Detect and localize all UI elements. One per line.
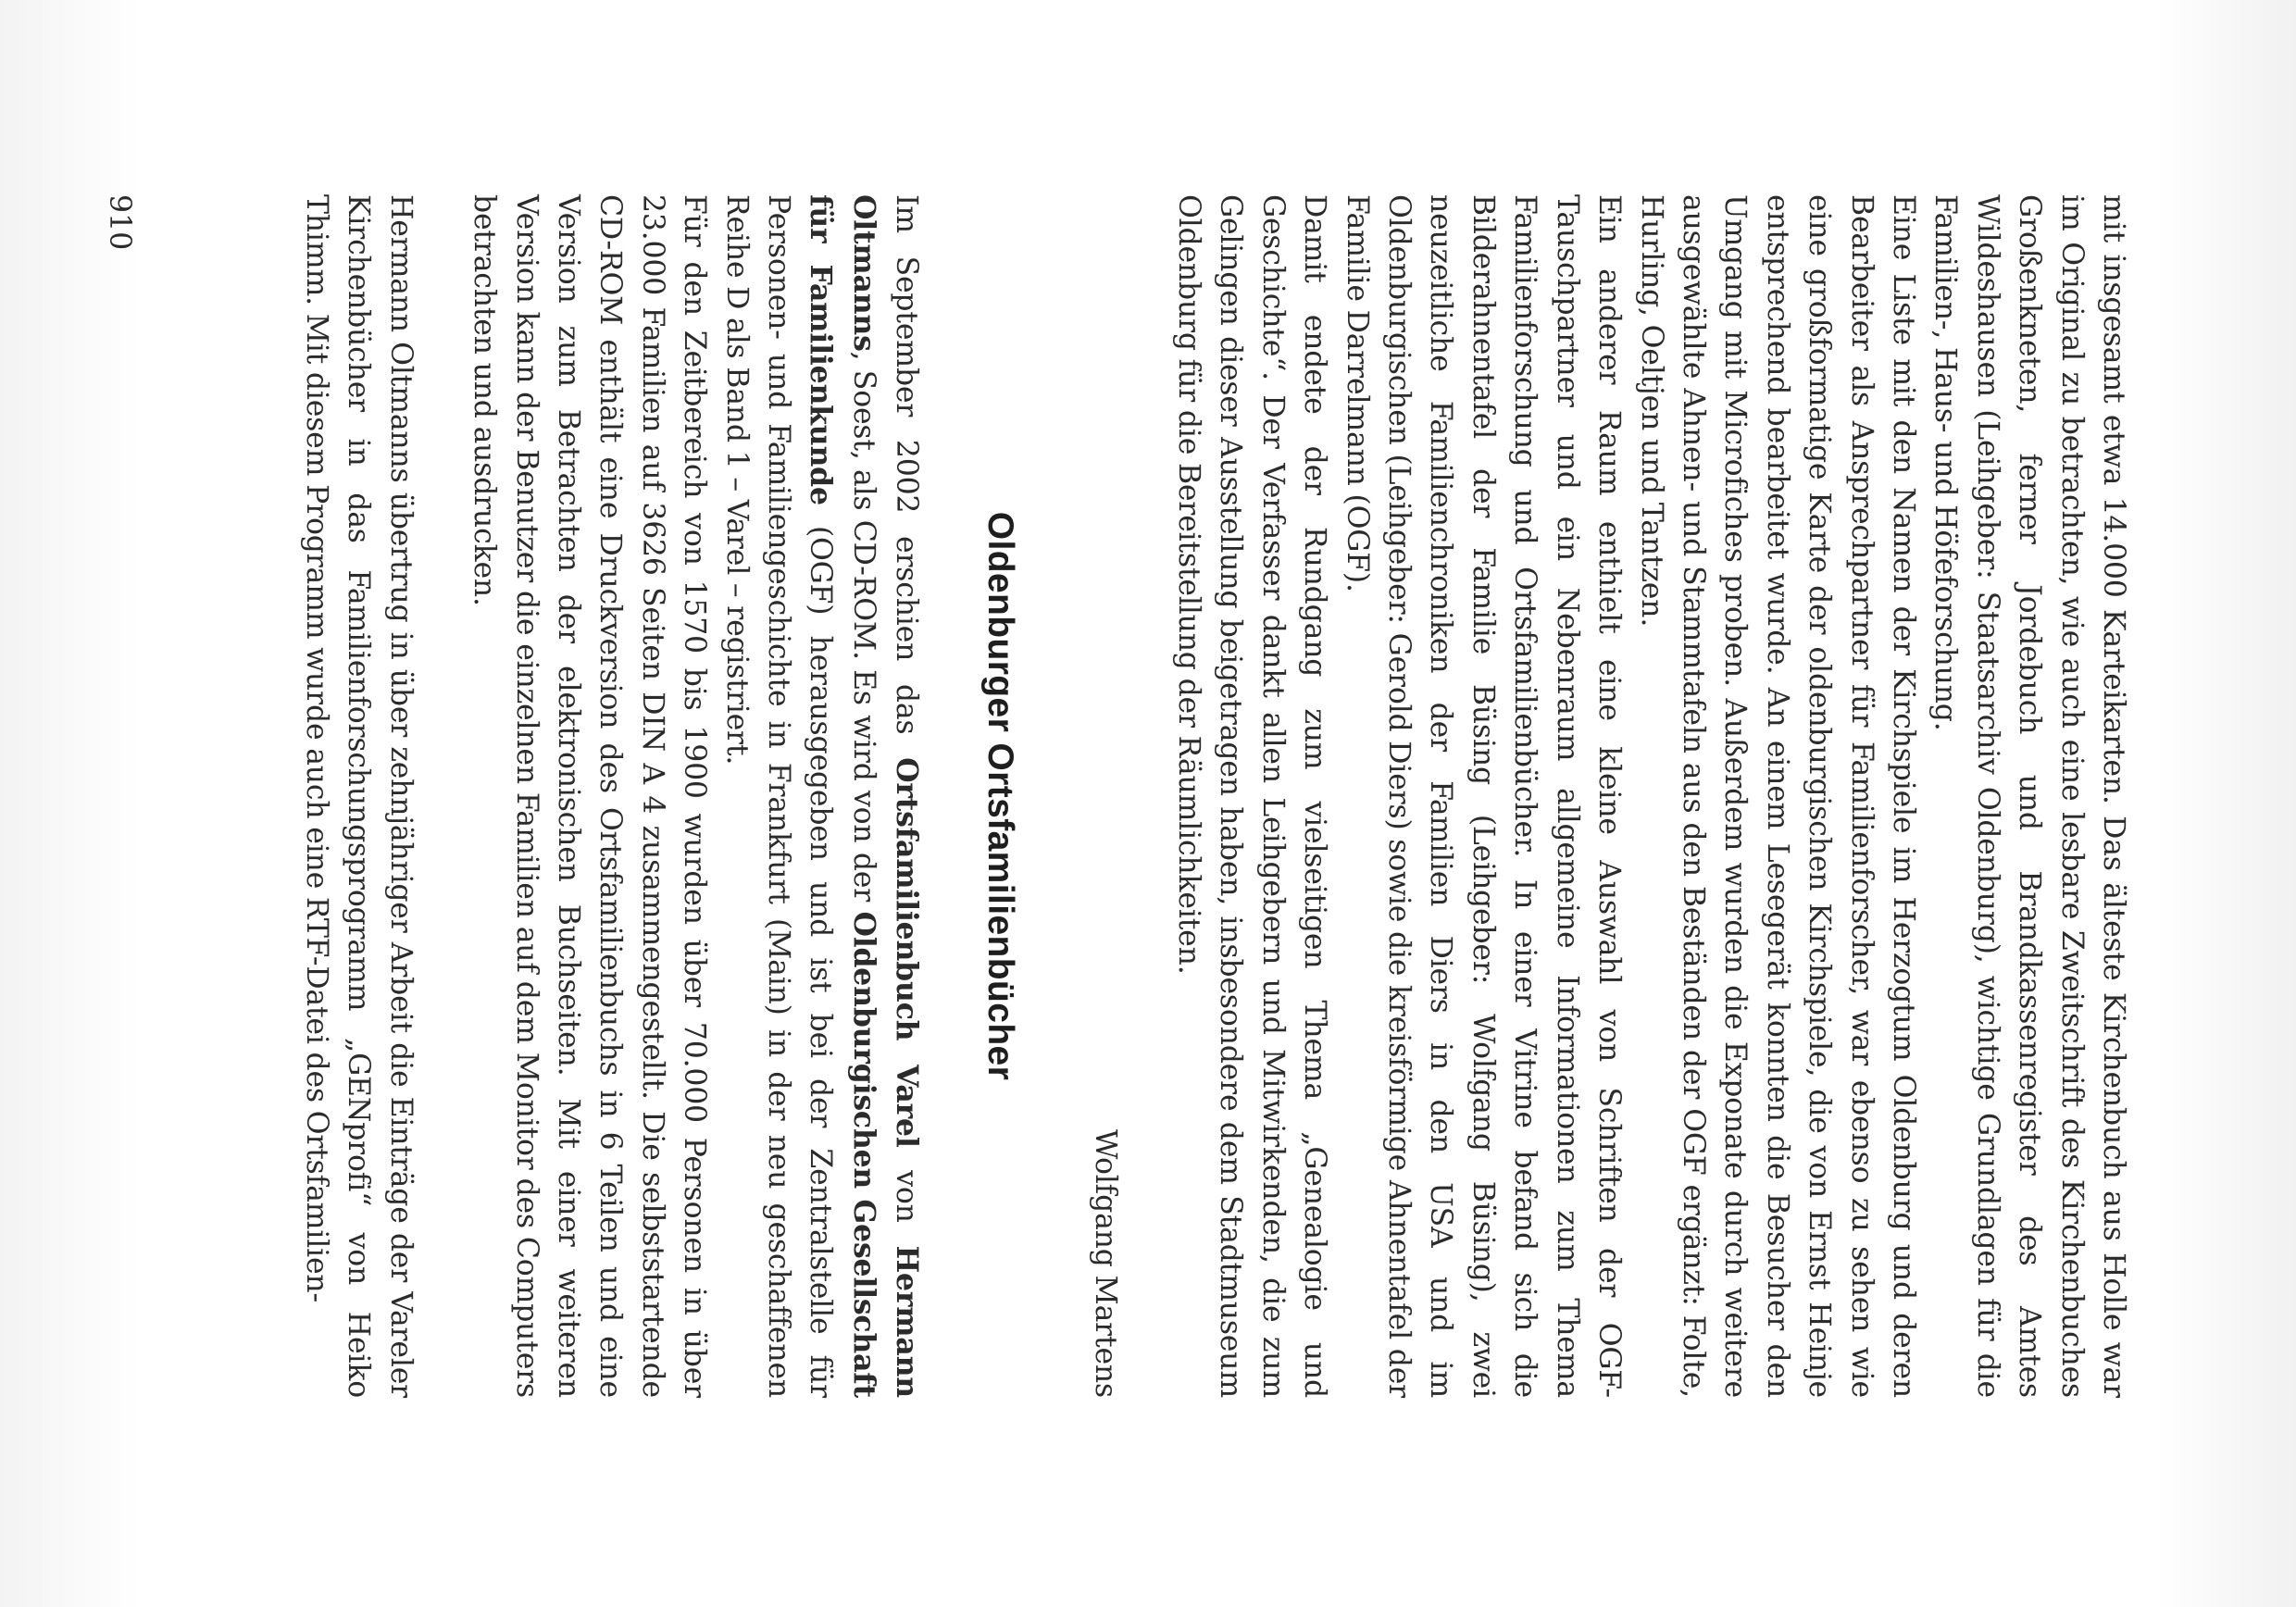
paragraph-rundgang: Damit endete der Rundgang zum vielseitigen Thema „Genealogie und Geschichte“. Der Verfasser dankt allen Leihgebern und Mitwirkenden, die zum Gelingen dieser Ausstellung beigetragen haben, insbesondere dem Stadtmuseum Oldenburg für die Bereitstellung der Räumlichkeiten. xyxy=(1172,194,1332,1398)
paragraph-karteikarten: mit insgesamt etwa 14.000 Karteikarten. Das älteste Kirchenbuch aus Holle war im Original zu betrachten, wie auch eine lesbare Zweitschrift des Kirchenbuches Großenkneten, ferner Jordebuch und Brandkassenregister des Amtes Wildeshausen (Leihgeber: Staatsarchiv Oldenburg), wichtige Grundlagen für die Familien-, Haus- und Höfeforschung. xyxy=(1928,194,2130,1398)
section-heading: Oldenburger Ortsfamilienbücher xyxy=(980,511,1021,1081)
paragraph-oltmanns: Hermann Oltmanns übertrug in über zehnjähriger Arbeit die Einträge der Vareler Kirchenbücher in das Familienforschungsprogramm „GENprofi“ von Heiko Thimm. Mit diesem Programm wurde auch eine RTF-Datei des Ortsfamilien- xyxy=(299,194,418,1398)
paragraph-ortsfamilienbuch xyxy=(715,194,928,1398)
bold-author: Hermann Oltmanns xyxy=(846,194,925,1399)
page-number: 910 xyxy=(103,194,136,251)
paragraph-raum: Ein anderer Raum enthielt eine kleine Auswahl von Schriften der OGF-Tauschpartner und ein Nebenraum allgemeine Informationen zum Thema Familienforschung und Ortsfamilienbücher. In einer Vitrine befand sich die Bilderahnentafel der Familie Büsing (Leihgeber: Wolfgang Büsing), zwei neuzeitliche Familienchroniken der Familien Diers in den USA und im Oldenburgischen (Leihgeber: Gerold Diers) sowie die kreisförmige Ahnentafel der Familie Darrelmann (OGF). xyxy=(1340,194,1627,1398)
section-heading-wrap xyxy=(980,194,1020,1398)
author-signature: Wolfgang Martens xyxy=(1088,1129,1122,1398)
paragraph-zeitbereich: Für den Zeitbereich von 1570 bis 1900 wurden über 70.000 Personen in über 23.000 Familien auf 3626 Seiten DIN A 4 zusammengestellt. Die selbststartende CD-ROM enthält eine Druckversion des Ortsfamilienbuchs in 6 Teilen und eine Version zum Betrachten der elektronischen Buchseiten. Mit einer weiteren Version kann der Benutzer die einzelnen Familien auf dem Monitor des Computers betrachten und ausdrucken. xyxy=(468,194,712,1398)
text-run: , Soest, als CD-ROM. Es wird von der xyxy=(846,351,880,912)
text-run: (OGF) herausgegeben und ist bei der Zentralstelle für Personen- und Familiengeschichte in Frankfurt (Main) in der neu geschaffenen Reihe D als Band 1 – Varel – registriert. xyxy=(719,194,838,1398)
paragraph-kirchspiele: Eine Liste mit den Namen der Kirchspiele im Herzogtum Oldenburg und deren Bearbeiter als Ansprechpartner für Familienforscher, war ebenso zu sehen wie eine großformatige Karte der oldenburgischen Kirchspiele, die von Ernst Heinje entsprechend bearbeitet wurde. An einem Lesegerät konnten die Besucher den Umgang mit Microfiches proben. Außerdem wurden die Exponate durch weitere ausgewählte Ahnen- und Stammtafeln aus den Beständen der OGF ergänzt: Folte, Hurling, Oeltjen und Tantzen. xyxy=(1634,194,1920,1398)
article-continuation xyxy=(295,194,2134,1398)
bold-society: Oldenburgischen Gesellschaft für Familienkunde xyxy=(804,194,881,1399)
text-run: Im September 2002 erschien das xyxy=(890,194,924,758)
text-run: von xyxy=(890,1147,924,1246)
bold-title: Ortsfamilienbuch Varel xyxy=(890,757,925,1148)
